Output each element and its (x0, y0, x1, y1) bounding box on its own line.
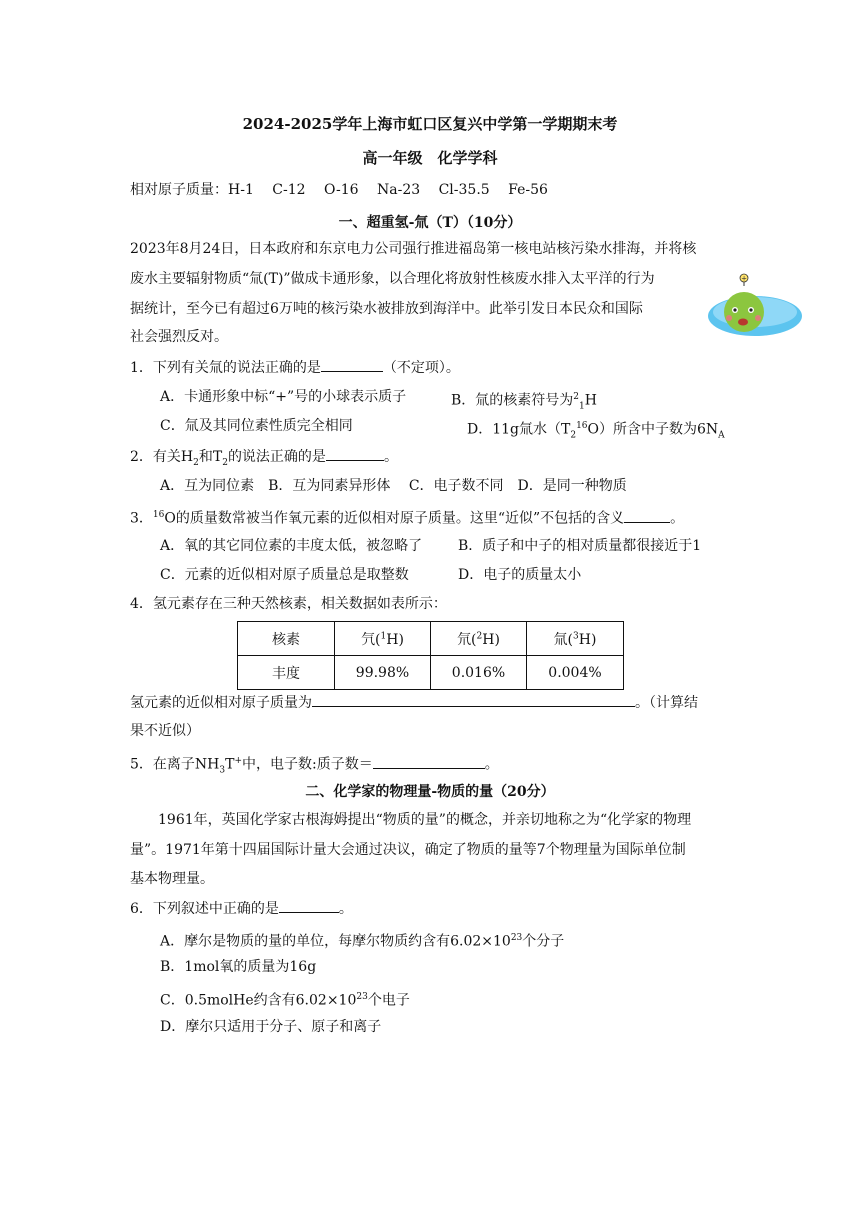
section2-intro-line-2: 量”。1971年第十四届国际计量大会通过决议，确定了物质的量等7个物理量为国际单位制 (130, 842, 686, 858)
q1-option-b: B．氚的核素符号为$^2_1$H (451, 392, 597, 412)
answer-blank[interactable] (373, 754, 485, 769)
q6-option-d: D．摩尔只适用于分子、原子和离子 (160, 1019, 382, 1035)
table-row (238, 656, 624, 690)
section2-title: 二、化学家的物理量-物质的量（20分） (305, 784, 555, 800)
answer-blank[interactable] (279, 898, 339, 913)
svg-text:+: + (741, 274, 747, 283)
tritium-mascot-image (707, 272, 803, 338)
q3-option-a: A．氧的其它同位素的丰度太低，被忽略了 (160, 538, 423, 554)
answer-blank[interactable] (321, 357, 383, 372)
q1-option-a: A．卡通形象中标“+”号的小球表示质子 (160, 389, 407, 405)
q6-option-b: B．1mol氧的质量为16g (160, 959, 317, 975)
question-2-stem: 2．有关$H_2$和$T_2$的说法正确的是 。 (130, 446, 398, 473)
atomic-mass-line: 相对原子质量：H-1 C-12 O-16 Na-23 Cl-35.5 Fe-56 (130, 182, 548, 198)
table-cell: 99.98% (335, 656, 431, 690)
table-cell-abundance-label: 丰度 (238, 656, 335, 690)
answer-blank[interactable] (326, 446, 384, 461)
question-3-stem: 3．$^{16}$O的质量数常被当作氧元素的近似相对原子质量。这里“近似”不包括的含义 。 (130, 505, 684, 529)
table-header-tritium: 氚($^3$H) (527, 622, 624, 656)
section1-intro-line-2: 废水主要辐射物质“氚(T)”做成卡通形象，以合理化将放射性核废水排入太平洋的行为 (130, 271, 655, 287)
section1-intro-line-3: 据统计，至今已有超过6万吨的核污染水被排放到海洋中。此举引发日本民众和国际 (130, 301, 643, 317)
q1-option-d: D．11g氚水$(T_2^{16}O)$所含中子数为$6N_A$ (467, 421, 725, 441)
q2-options: A．互为同位素 B．互为同素异形体 C．电子数不同 D．是同一种物质 (160, 478, 627, 494)
q1-option-c: C．氚及其同位素性质完全相同 (160, 418, 353, 434)
section1-intro-line-4: 社会强烈反对。 (130, 329, 228, 345)
q6-option-c: C．0.5molHe约含有$6.02\times 10^{23}$个电子 (160, 992, 410, 1009)
answer-blank[interactable] (624, 508, 670, 523)
table-header-protium: 氕($^1$H) (335, 622, 431, 656)
answer-blank[interactable] (312, 692, 635, 707)
table-header-nuclide: 核素 (238, 622, 335, 656)
table-cell: 0.004% (527, 656, 624, 690)
section1-intro-line-1: 2023年8月24日，日本政府和东京电力公司强行推进福岛第一核电站核污染水排海，并将核 (130, 241, 697, 257)
table-cell: 0.016% (431, 656, 527, 690)
q3-option-c: C．元素的近似相对原子质量总是取整数 (160, 567, 409, 583)
question-4-stem: 4．氢元素存在三种天然核素，相关数据如表所示： (130, 596, 447, 612)
hydrogen-isotope-table (237, 621, 624, 690)
section2-intro-line-3: 基本物理量。 (130, 871, 214, 887)
q3-option-b: B．质子和中子的相对质量都很接近于1 (458, 538, 702, 554)
exam-title: 2024-2025学年上海市虹口区复兴中学第一学期期末考 (242, 115, 618, 133)
question-6-stem: 6．下列叙述中正确的是 。 (130, 898, 353, 919)
q3-option-d: D．电子的质量太小 (458, 567, 582, 583)
section1-title: 一、超重氢-氚（T）（10分） (338, 215, 522, 231)
question-1-stem: 1．下列有关氚的说法正确的是 （不定项）。 (130, 357, 460, 378)
table-header-row (238, 622, 624, 656)
question-4-answer-line: 氢元素的近似相对原子质量为 。（计算结 (130, 692, 698, 713)
question-5-stem: 5．在离子$NH_3T^+$中，电子数:质子数＝ 。 (130, 751, 499, 780)
question-4-answer-line-2: 果不近似） (130, 723, 200, 739)
section2-intro-line-1: 1961年，英国化学家古根海姆提出“物质的量”的概念，并亲切地称之为“化学家的物理 (130, 812, 692, 828)
q6-option-a: A．摩尔是物质的量的单位，每摩尔物质约含有$6.02\times 10^{23}$个分子 (160, 933, 565, 950)
table-header-deuterium: 氘($^2$H) (431, 622, 527, 656)
exam-subtitle: 高一年级 化学学科 (362, 149, 498, 167)
